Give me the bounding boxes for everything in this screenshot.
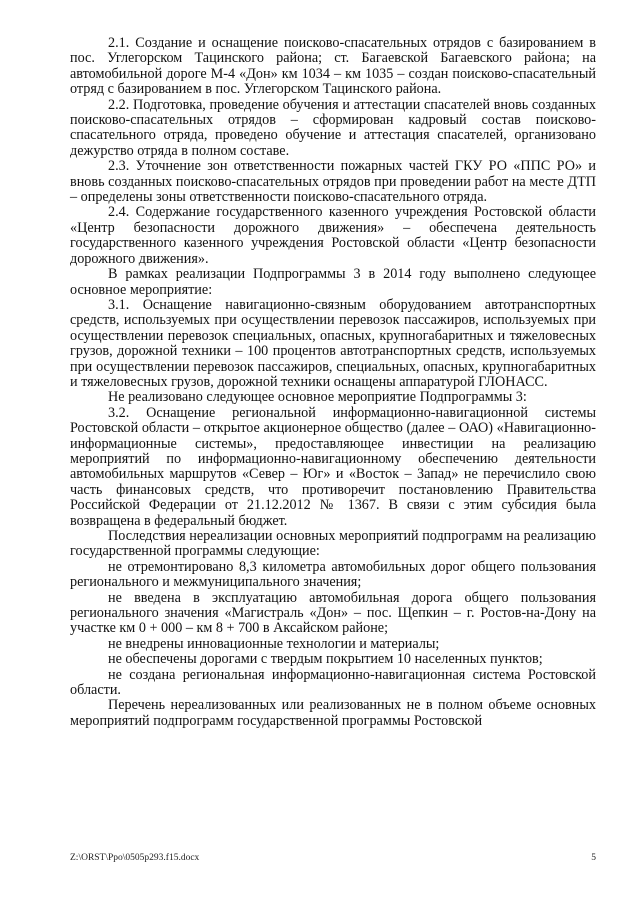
paragraph-3-1: 3.1. Оснащение навигационно-связным оборудованием автотранспортных средств, используемых при осуществлении перевозок пассажиров, используемых при осуществлении перевозок специальных, опасных, крупногабаритных и тяжеловесных грузов, дорожной техники – 100 процентов автотранспортных средств, используемых при осуществлении перевозок пассажиров, специальных, опасных, крупногабаритных и тяжеловесных грузов, дорожной техники оснащены аппаратурой ГЛОНАСС.	[70, 296, 596, 390]
paragraph-3-2: 3.2. Оснащение региональной информационно-навигационной системы Ростовской области – открытое акционерное общество (далее – ОАО) «Навигационно-информационные системы», предоставляющее инвестиции на реализацию мероприятий по информационно-навигационному обеспечению деятельности автомобильных маршрутов «Север – Юг» и «Восток – Запад» не перечислило свою часть финансовых средств, что противоречит постановлению Правительства Российской Федерации от 21.12.2012 № 1367. В связи с этим субсидия была возвращена в федеральный бюджет.	[70, 404, 596, 529]
page-footer	[70, 853, 596, 863]
paragraph-consequence-navigation: не создана региональная информационно-навигационная система Ростовской области.	[70, 666, 596, 699]
paragraph-consequence-settlements: не обеспечены дорогами с твердым покрытием 10 населенных пунктов;	[108, 651, 543, 668]
paragraph-list-intro: Перечень нереализованных или реализованных не в полном объеме основных мероприятий подпрограмм государственной программы Ростовской	[70, 697, 596, 729]
body-text	[70, 36, 596, 729]
paragraph-subprogram-3-intro: В рамках реализации Подпрограммы 3 в 2014 году выполнено следующее основное мероприятие:	[70, 266, 596, 298]
paragraph-2-4: 2.4. Содержание государственного казенного учреждения Ростовской области «Центр безопасности дорожного движения» – обеспечена деятельность государственного казенного учреждения Ростовской области «Центр безопасности дорожного движения».	[70, 204, 596, 267]
paragraph-consequence-highway: не введена в эксплуатацию автомобильная дорога общего пользования регионального значения «Магистраль «Дон» – пос. Щепкин – г. Ростов-на-Дону на участке км 0 + 000 – км 8 + 700 в Аксайском районе;	[70, 589, 596, 637]
paragraph-2-1: 2.1. Создание и оснащение поисково-спасательных отрядов с базированием в пос. Углегорском Тацинского района; ст. Багаевской Багаевского района; на автомобильной дороге М-4 «Дон» км 1034 – км 1035 – создан поисково-спасательный отряд с базированием в пос. Углегорском Тацинского района.	[70, 35, 596, 98]
paragraph-consequence-roads: не отремонтировано 8,3 километра автомобильных дорог общего пользования регионального и межмуниципального значения;	[70, 558, 596, 591]
paragraph-2-2: 2.2. Подготовка, проведение обучения и аттестации спасателей вновь созданных поисково-спасательных отрядов – сформирован кадровый состав поисково-спасательного отряда, проведено обучение и аттестация спасателей, организовано дежурство отряда в полном составе.	[70, 96, 596, 159]
paragraph-2-3: 2.3. Уточнение зон ответственности пожарных частей ГКУ РО «ППС РО» и вновь созданных поисково-спасательных отрядов при проведении работ на месте ДТП – определены зоны ответственности поисково-спасательного отряда.	[70, 158, 596, 206]
file-path: Z:\ORST\Ppo\0505p293.f15.docx	[70, 853, 200, 863]
paragraph-consequence-technologies: не внедрены инновационные технологии и материалы;	[108, 635, 440, 652]
paragraph-not-implemented: Не реализовано следующее основное мероприятие Подпрограммы 3:	[108, 389, 527, 406]
page-number: 5	[591, 853, 596, 863]
paragraph-consequences: Последствия нереализации основных мероприятий подпрограмм на реализацию государственной программы следующие:	[70, 528, 596, 560]
